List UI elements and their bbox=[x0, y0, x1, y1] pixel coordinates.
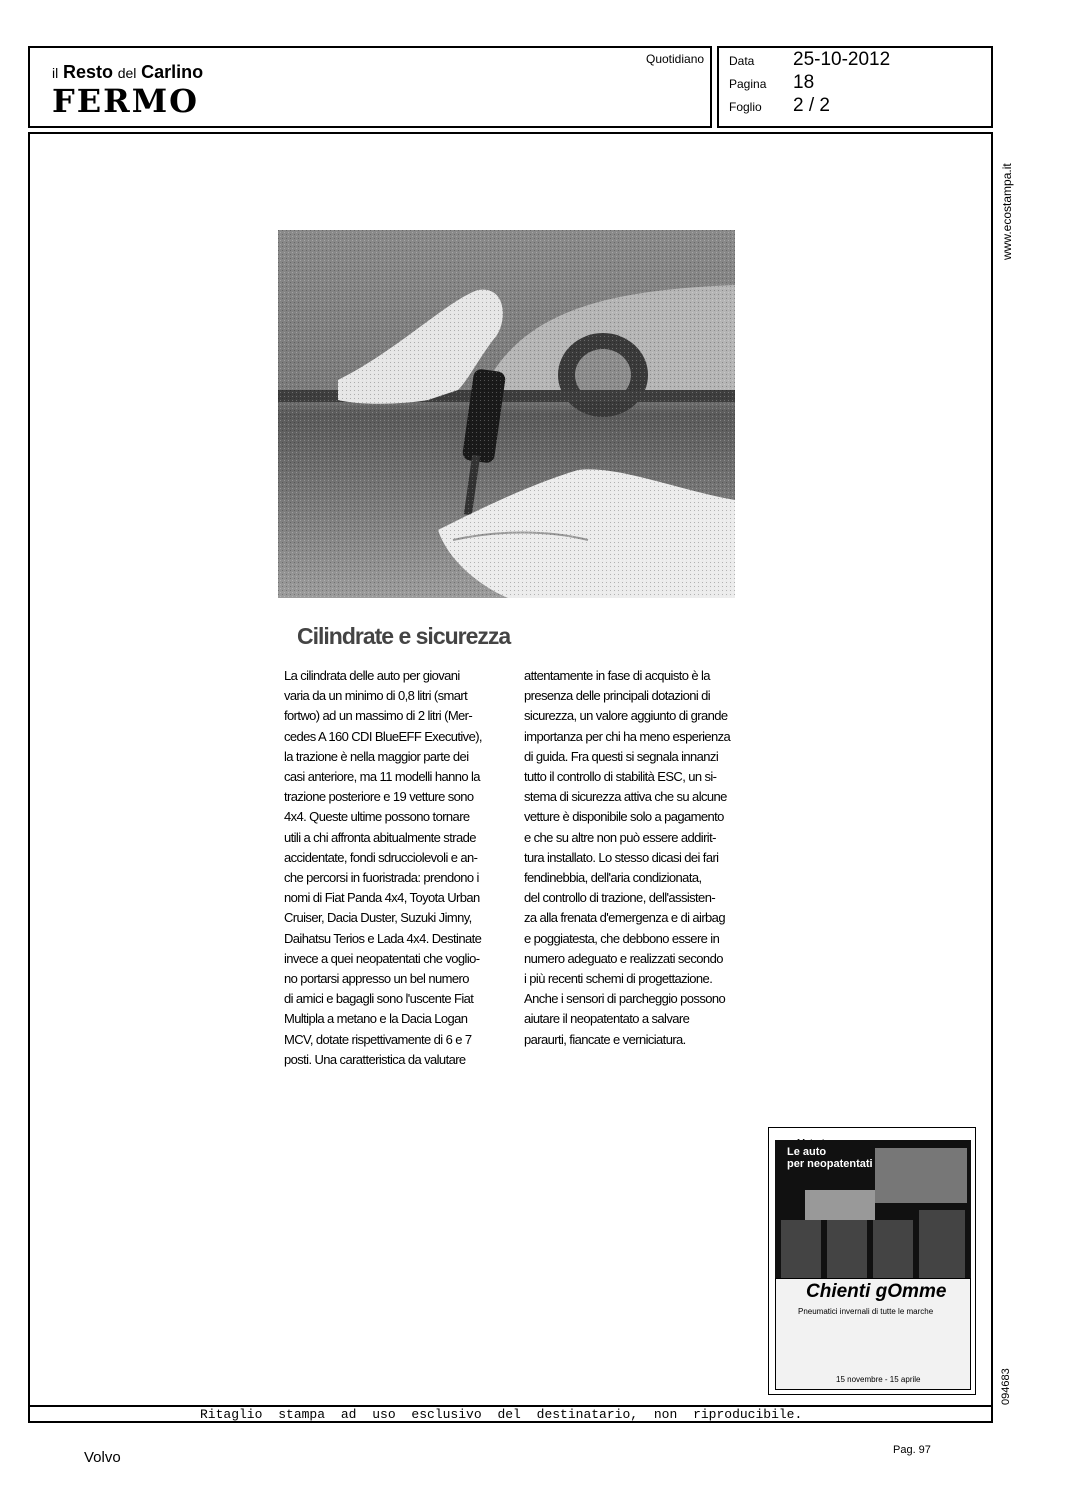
article-line: varia da un minimo di 0,8 litri (smart bbox=[284, 688, 468, 704]
article-line: La cilindrata delle auto per giovani bbox=[284, 668, 460, 683]
page-thumbnail bbox=[768, 1127, 976, 1395]
newspaper-logo-line bbox=[52, 62, 203, 83]
article-line: del controllo di trazione, dell'assisten- bbox=[524, 890, 716, 906]
article-line: la trazione è nella maggior parte dei bbox=[284, 748, 469, 764]
thumbnail-ad-subtitle: Pneumatici invernali di tutte le marche bbox=[798, 1307, 934, 1316]
article-headline: Cilindrate e sicurezza bbox=[297, 623, 511, 649]
meta-label-data: Data bbox=[729, 54, 755, 68]
article-line: posti. Una caratteristica da valutare bbox=[284, 1051, 466, 1067]
article-line: sicurezza, un valore aggiunto di grande bbox=[524, 708, 728, 724]
article-line: accidentate, fondi sdrucciolevoli e an- bbox=[284, 849, 478, 865]
article-line: Daihatsu Terios e Lada 4x4. Destinate bbox=[284, 930, 482, 946]
article-line: presenza delle principali dotazioni di bbox=[524, 688, 711, 704]
meta-value-foglio: 2 / 2 bbox=[793, 95, 830, 116]
article-line: fendinebbia, dell'aria condizionata, bbox=[524, 870, 702, 886]
thumbnail-ad bbox=[775, 1278, 971, 1390]
article-line: trazione posteriore e 19 vetture sono bbox=[284, 789, 474, 805]
side-code bbox=[1000, 1355, 1020, 1405]
article-line: importanza per chi ha meno esperienza bbox=[524, 728, 731, 744]
logo-carlino: Carlino bbox=[141, 62, 204, 82]
article-column-2 bbox=[524, 666, 749, 1050]
logo-resto: Resto bbox=[62, 62, 113, 82]
side-url bbox=[1000, 150, 1020, 260]
logo-prefix: il bbox=[52, 65, 59, 81]
footer-client: Volvo bbox=[84, 1449, 121, 1466]
article-line: di amici e bagagli sono l'uscente Fiat bbox=[284, 991, 474, 1007]
article-line: paraurti, fiancate e verniciatura. bbox=[524, 1031, 686, 1047]
meta-label-foglio: Foglio bbox=[729, 100, 762, 114]
article-line: di guida. Fra questi si segnala innanzi bbox=[524, 748, 719, 764]
article-line: vetture è disponibile solo a pagamento bbox=[524, 809, 724, 825]
article-line: cedes A 160 CDI BlueEFF Executive), bbox=[284, 728, 482, 744]
thumbnail-ad-dates: 15 novembre - 15 aprile bbox=[836, 1375, 921, 1384]
article-line: no portarsi appresso un bel numero bbox=[284, 971, 469, 987]
thumbnail-title bbox=[787, 1146, 873, 1170]
article-line: za alla frenata d'emergenza e di airbag bbox=[524, 910, 725, 926]
article-line: i più recenti schemi di progettazione. bbox=[524, 971, 713, 987]
article-line: che percorsi in fuoristrada: prendono i bbox=[284, 870, 479, 886]
meta-value-pagina: 18 bbox=[793, 72, 815, 93]
thumbnail-title-line: per neopatentati bbox=[787, 1158, 873, 1170]
article-line: tutto il controllo di stabilità ESC, un si- bbox=[524, 769, 717, 785]
article-line: MCV, dotate rispettivamente di 6 e 7 bbox=[284, 1031, 472, 1047]
article-line: e poggiatesta, che debbono essere in bbox=[524, 930, 720, 946]
thumbnail-ad-brand: Chienti gOmme bbox=[806, 1281, 947, 1302]
article-line: 4x4. Queste ultime possono tornare bbox=[284, 809, 470, 825]
article-line: numero adeguato e realizzati secondo bbox=[524, 950, 723, 966]
side-code-text: 094683 bbox=[1000, 1368, 1012, 1405]
article-line: casi anteriore, ma 11 modelli hanno la bbox=[284, 769, 480, 785]
article-column-1 bbox=[284, 666, 509, 1070]
footer-page-number: Pag. 97 bbox=[893, 1444, 931, 1456]
article-line: invece a quei neopatentati che voglio- bbox=[284, 950, 480, 966]
thumbnail-title-line: Le auto bbox=[787, 1146, 827, 1158]
disclaimer: Ritaglio stampa ad uso esclusivo del destinatario, non riproducibile. bbox=[200, 1407, 803, 1422]
article-line: e che su altre non può essere addirit- bbox=[524, 829, 716, 845]
thumbnail-feature-block bbox=[775, 1140, 971, 1290]
article-line: tura installato. Lo stesso dicasi dei fari bbox=[524, 849, 719, 865]
car-key-photo bbox=[278, 230, 735, 598]
logo-del: del bbox=[117, 65, 137, 81]
article-line: fortwo) ad un massimo di 2 litri (Mer- bbox=[284, 708, 473, 724]
article-line: nomi di Fiat Panda 4x4, Toyota Urban bbox=[284, 890, 480, 906]
car-key-photo-image bbox=[278, 230, 735, 598]
article-line: Anche i sensori di parcheggio possono bbox=[524, 991, 726, 1007]
meta-label-pagina: Pagina bbox=[729, 77, 767, 91]
side-url-text: www.ecostampa.it bbox=[1000, 163, 1014, 260]
article-line: Multipla a metano e la Dacia Logan bbox=[284, 1011, 468, 1027]
article-line: Cruiser, Dacia Duster, Suzuki Jimny, bbox=[284, 910, 472, 926]
newspaper-edition: FERMO bbox=[52, 82, 199, 120]
article-line: stema di sicurezza attiva che su alcune bbox=[524, 789, 727, 805]
article-line: aiutare il neopatentato a salvare bbox=[524, 1011, 690, 1027]
meta-value-data: 25-10-2012 bbox=[793, 49, 891, 70]
article-line: attentamente in fase di acquisto è la bbox=[524, 668, 710, 683]
article-line: utili a chi affronta abitualmente strade bbox=[284, 829, 476, 845]
publication-type: Quotidiano bbox=[646, 52, 705, 66]
